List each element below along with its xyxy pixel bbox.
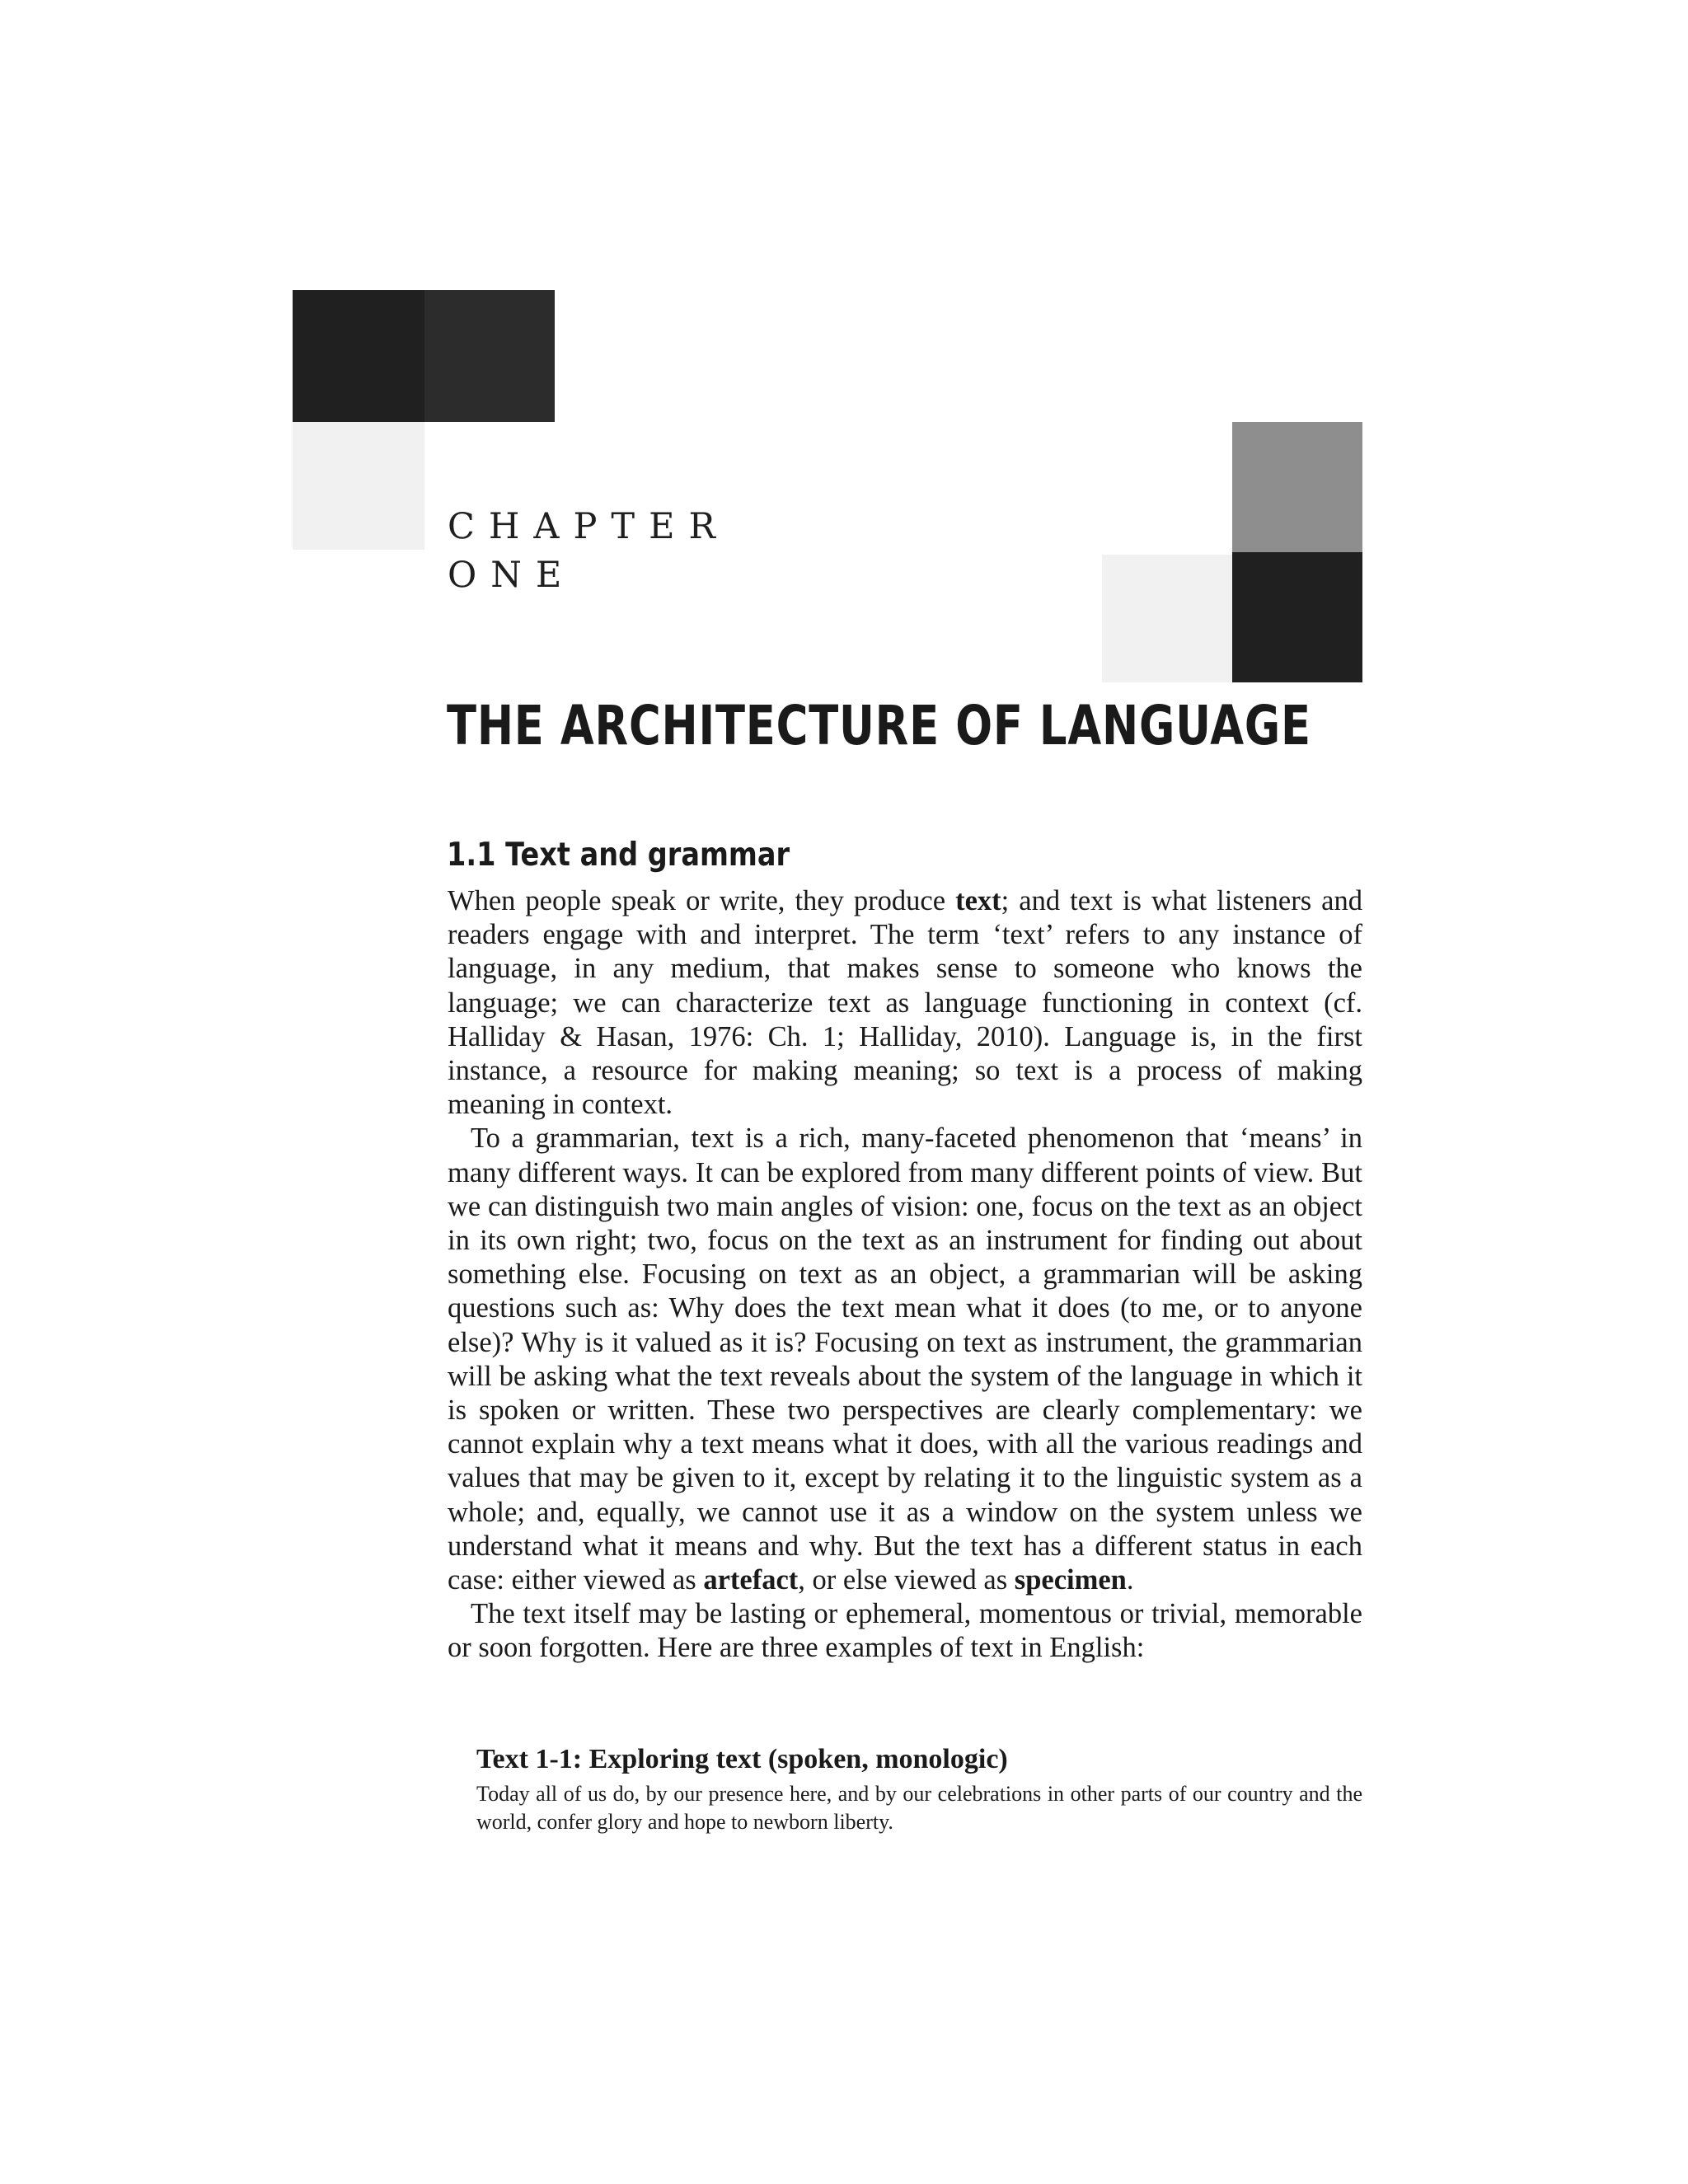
decorative-block-black: [293, 290, 424, 422]
text-run: ; and text is what listeners and readers engage with and interpret. The term ‘text’ refers to any instance of language, in any medium, that makes sense to someone who knows the language; we can characterize text as language functioning in context (cf. Halliday & Hasan, 1976: Ch. 1; Halliday, 2010). Language is, in the first instance, a resource for making meaning; so text is a process of making meaning in context.: [448, 885, 1362, 1121]
paragraph-2: [448, 1122, 1362, 1597]
decorative-block-light: [293, 422, 424, 550]
text-run: When people speak or write, they produce: [448, 885, 956, 916]
key-term: specimen: [1014, 1564, 1127, 1596]
key-term: text: [955, 885, 1001, 916]
example-heading: Text 1-1: Exploring text (spoken, monologic): [476, 1744, 1008, 1774]
section-heading: 1.1 Text and grammar: [447, 837, 790, 874]
example-text: Today all of us do, by our presence here, and by our celebrations in other parts of our country and the world, confer glory and hope to newborn liberty.: [476, 1782, 1362, 1834]
text-run: , or else viewed as: [798, 1564, 1015, 1596]
text-run: To a grammarian, text is a rich, many-faceted phenomenon that ‘means’ in many different ways. It can be explored from many different points of view. But we can distinguish two main angles of vision: one, focus on the text as an object in its own right; two, focus on the text as an instrument for finding out about something else. Focusing on text as an object, a grammarian will be asking questions such as: Why does the text mean what it does (to me, or to anyone else)? Why is it valued as it is? Focusing on text as instrument, the grammarian will be asking what the text reveals about the system of the language in which it is spoken or written. These two perspectives are clearly complementary: we cannot explain why a text means what it does, with all the various readings and values that may be given to it, except by relating it to the linguistic system as a whole; and, equally, we cannot use it as a window on the system unless we understand what it means and why. But the text has a different status in each case: either viewed as: [448, 1122, 1362, 1596]
decorative-block-light: [1102, 555, 1232, 682]
decorative-block-grey: [1232, 422, 1362, 552]
key-term: artefact: [703, 1564, 799, 1596]
decorative-block-black: [1232, 552, 1362, 682]
paragraph-3: The text itself may be lasting or ephemeral, momentous or trivial, memorable or soon forgotten. Here are three examples of text in English:: [448, 1598, 1362, 1664]
body-text: [448, 884, 1362, 1666]
text-run: .: [1126, 1564, 1134, 1596]
decorative-block-dark: [424, 290, 555, 422]
chapter-number: ONE: [448, 555, 576, 596]
paragraph-1: [448, 884, 1362, 1122]
chapter-title: THE ARCHITECTURE OF LANGUAGE: [447, 694, 1311, 757]
chapter-label: CHAPTER: [448, 506, 729, 547]
